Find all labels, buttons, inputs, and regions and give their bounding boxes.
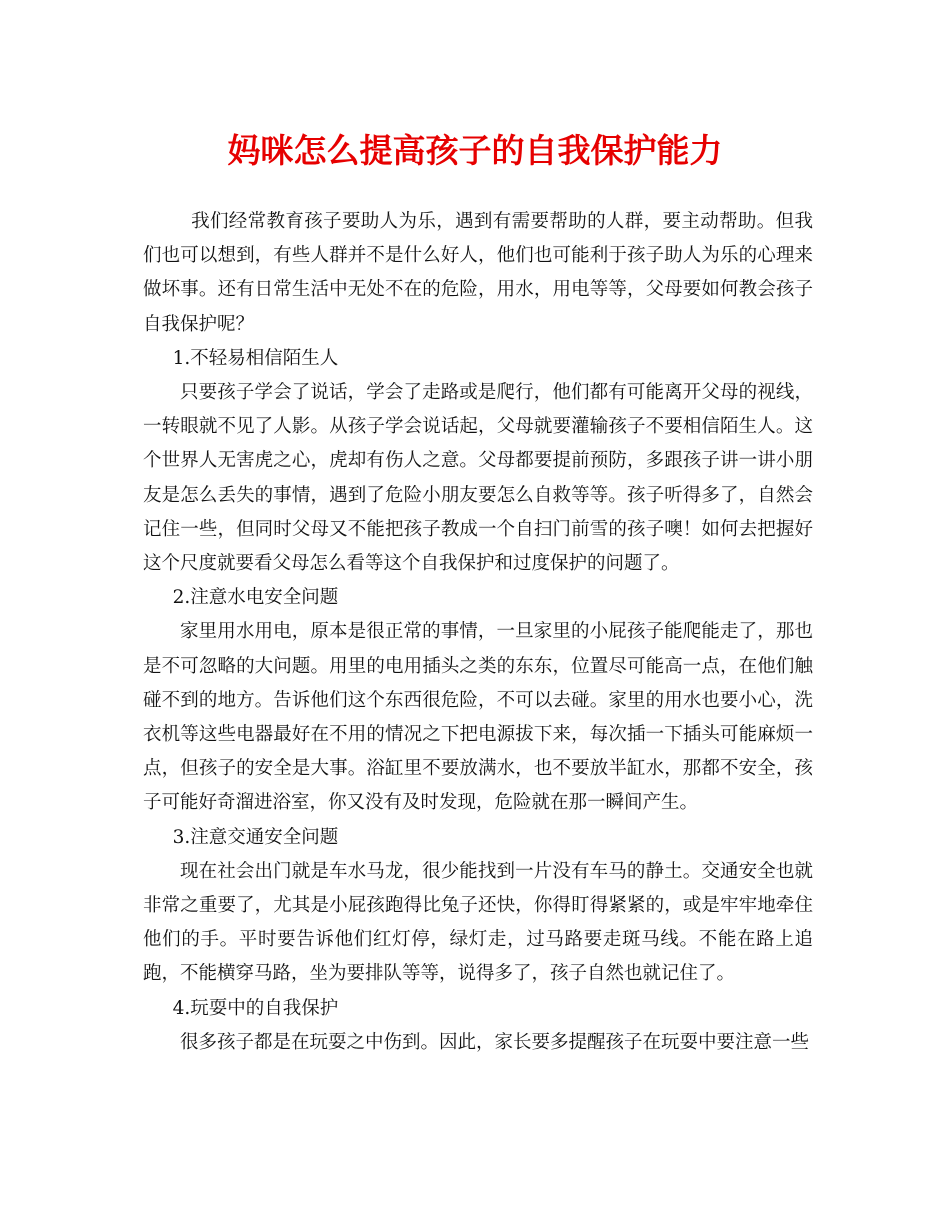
section-heading-1: 1.不轻易相信陌生人: [172, 347, 339, 369]
page-title: 妈咪怎么提高孩子的自我保护能力: [227, 131, 723, 170]
section-paragraph-2: 家里用水用电，原本是很正常的事情，一旦家里的小屁孩子能爬能走了，那也是不可忽略的大问题。用里的电用插头之类的东东，位置尽可能高一点，在他们触碰不到的地方。告诉他们这个东西很危险，不可以去碰。家里的用水也要小心，洗衣机等这些电器最好在不用的情况之下把电源拔下来，每次插一下插头可能麻烦一点，但孩子的安全是大事。浴缸里不要放满水，也不要放半缸水，那都不安全，孩子可能好奇溜进浴室，你又没有及时发现，危险就在那一瞬间产生。: [143, 621, 813, 814]
document-body: [143, 205, 813, 1060]
section-heading-3: 3.注意交通安全问题: [172, 826, 339, 848]
intro-paragraph: 我们经常教育孩子要助人为乐，遇到有需要帮助的人群，要主动帮助。但我们也可以想到，有些人群并不是什么好人，他们也可能利于孩子助人为乐的心理来做坏事。还有日常生活中无处不在的危险，用水，用电等等，父母要如何教会孩子自我保护呢？: [143, 211, 813, 335]
section-heading-2: 2.注意水电安全问题: [172, 587, 339, 609]
section-paragraph-3: 现在社会出门就是车水马龙，很少能找到一片没有车马的静土。交通安全也就非常之重要了，尤其是小屁孩跑得比兔子还快，你得盯得紧紧的，或是牢牢地牵住他们的手。平时要告诉他们红灯停，绿灯走，过马路要走斑马线。不能在路上追跑，不能横穿马路，坐为要排队等等，说得多了，孩子自然也就记住了。: [143, 860, 813, 985]
section-heading-4: 4.玩耍中的自我保护: [172, 997, 339, 1019]
section-paragraph-1: 只要孩子学会了说话，学会了走路或是爬行，他们都有可能离开父母的视线，一转眼就不见了人影。从孩子学会说话起，父母就要灌输孩子不要相信陌生人。这个世界人无害虎之心，虎却有伤人之意。父母都要提前预防，多跟孩子讲一讲小朋友是怎么丢失的事情，遇到了危险小朋友要怎么自救等等。孩子听得多了，自然会记住一些，但同时父母又不能把孩子教成一个自扫门前雪的孩子噢！如何去把握好这个尺度就要看父母怎么看等这个自我保护和过度保护的问题了。: [143, 382, 813, 575]
section-paragraph-4: 很多孩子都是在玩耍之中伤到。因此，家长要多提醒孩子在玩耍中要注意一些: [180, 1031, 810, 1053]
